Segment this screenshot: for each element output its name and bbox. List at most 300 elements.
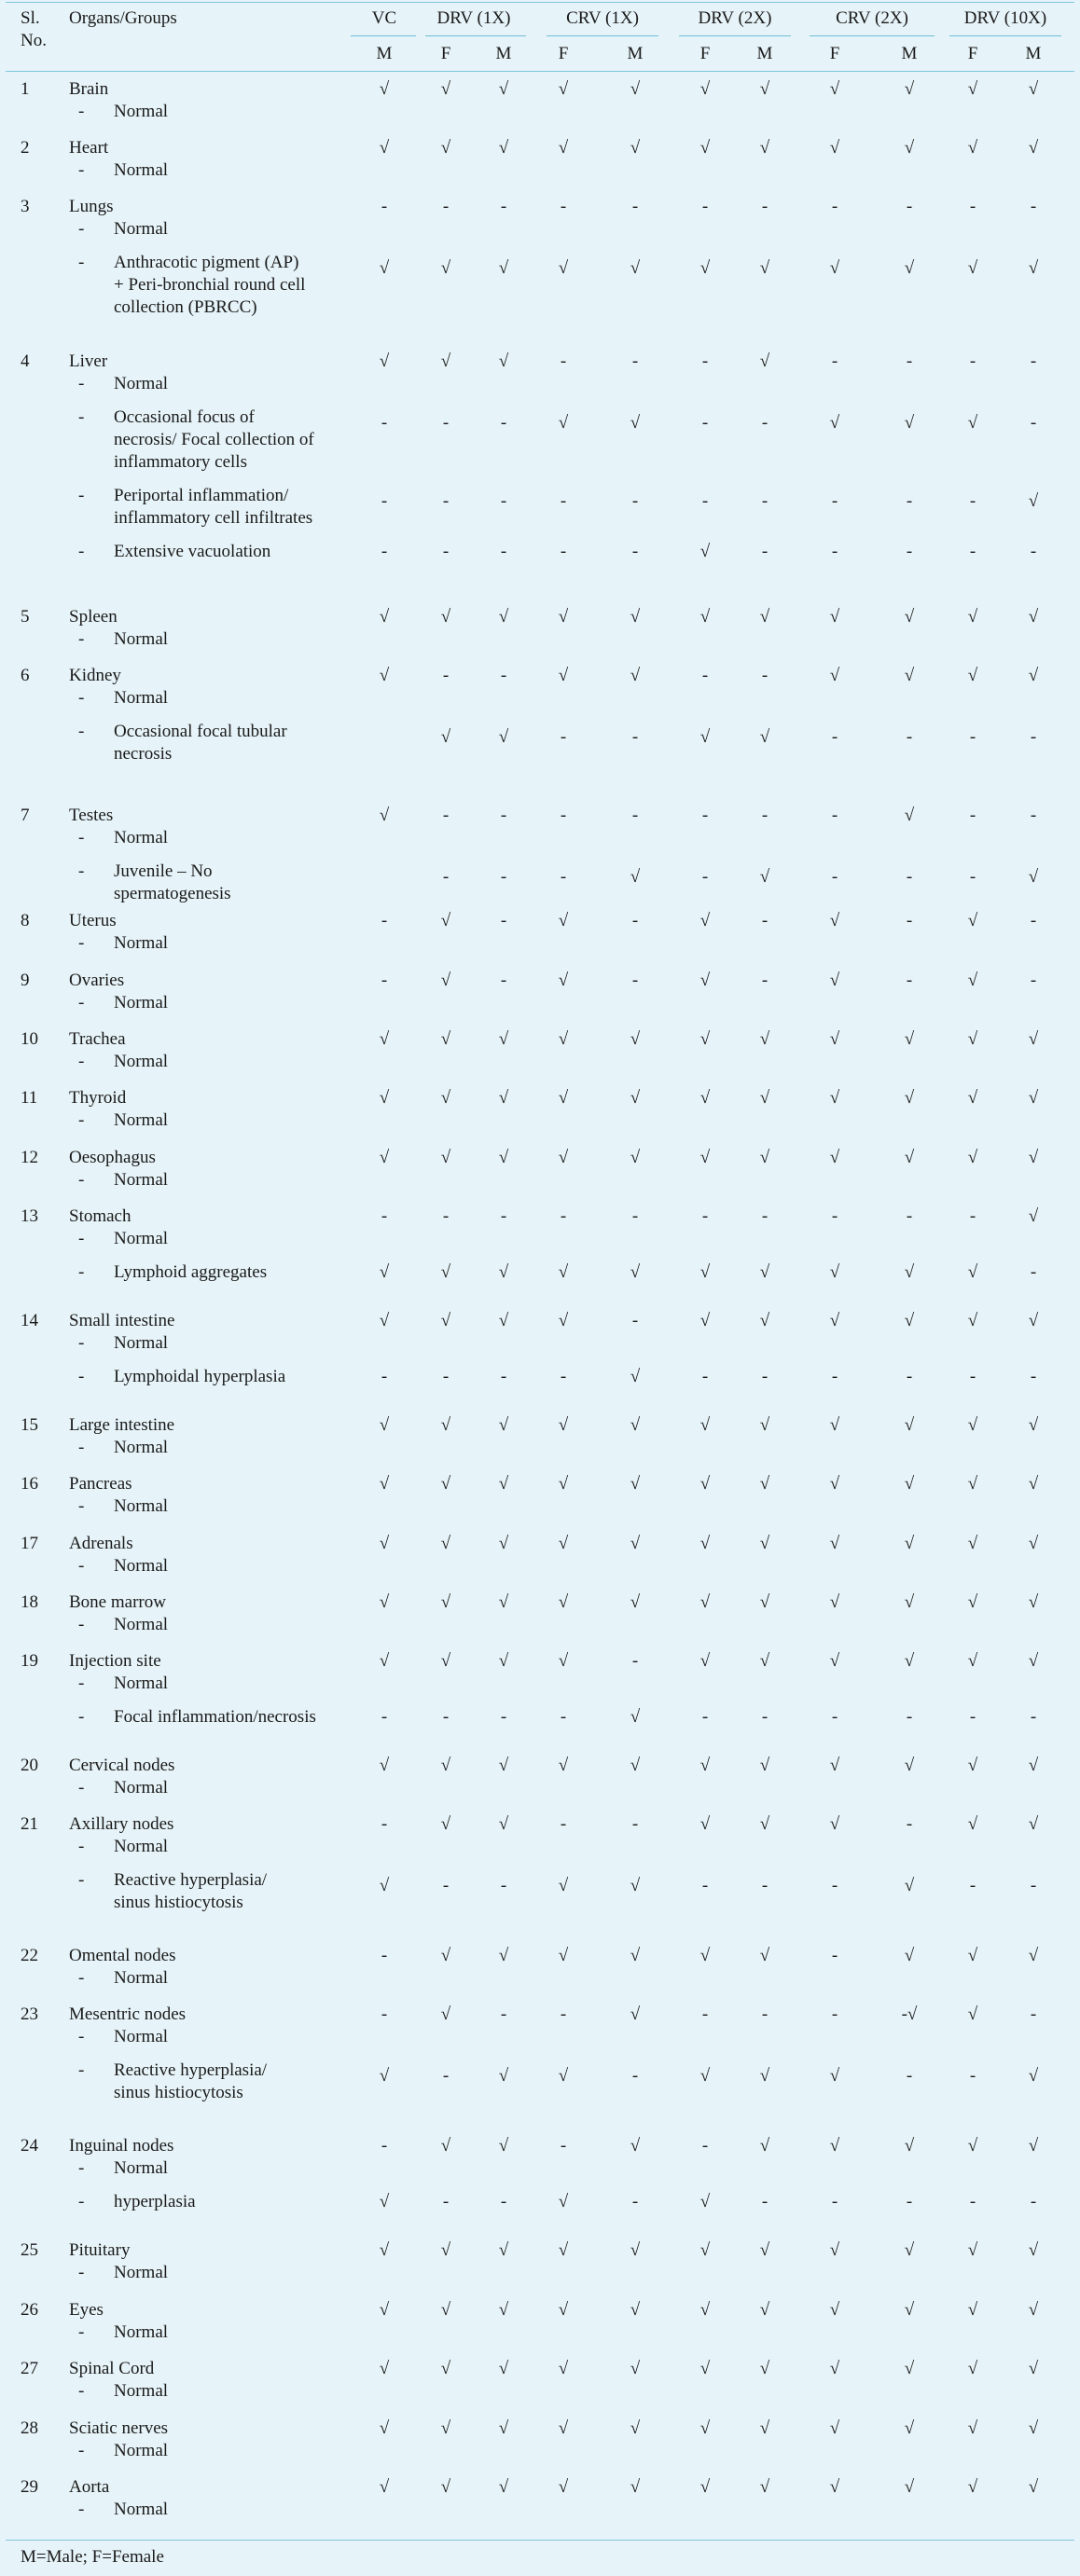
finding-mark: - xyxy=(442,867,450,887)
finding-mark: - xyxy=(442,666,450,685)
finding-mark: √ xyxy=(699,727,711,747)
finding-bullet: - xyxy=(78,722,85,741)
finding-mark: √ xyxy=(829,2240,840,2260)
finding-mark: √ xyxy=(904,258,915,278)
finding-mark: √ xyxy=(558,413,569,433)
finding-mark: - xyxy=(500,971,507,990)
finding-mark: √ xyxy=(967,666,978,685)
finding-mark: √ xyxy=(699,607,711,627)
finding-mark: √ xyxy=(699,1029,711,1049)
finding-mark: √ xyxy=(558,1592,569,1612)
finding-mark: √ xyxy=(558,2477,569,2497)
finding-mark: - xyxy=(381,542,388,561)
finding-label: Normal xyxy=(114,1556,169,1576)
finding-label: Normal xyxy=(114,1229,169,1248)
finding-mark: √ xyxy=(1028,2240,1039,2260)
finding-mark: √ xyxy=(1028,1592,1039,1612)
finding-mark: √ xyxy=(829,1651,840,1671)
finding-mark: √ xyxy=(1028,2066,1039,2086)
finding-mark: √ xyxy=(967,2418,978,2438)
finding-label: Normal xyxy=(114,1438,169,1457)
finding-mark: √ xyxy=(967,607,978,627)
finding-mark: - xyxy=(906,197,913,216)
finding-bullet: - xyxy=(78,1052,85,1071)
header-group-drv-1x: DRV (1X) xyxy=(436,8,511,28)
finding-mark: √ xyxy=(440,1415,451,1435)
finding-mark: √ xyxy=(967,1262,978,1282)
finding-mark: √ xyxy=(379,1262,390,1282)
finding-label: Normal xyxy=(114,2263,169,2282)
finding-mark: √ xyxy=(630,2004,641,2024)
row-number: 21 xyxy=(21,1814,38,1834)
finding-mark: - xyxy=(500,413,507,433)
finding-label: necrosis xyxy=(114,744,173,764)
finding-mark: √ xyxy=(699,1946,711,1965)
finding-mark: - xyxy=(442,2192,450,2211)
organ-name: Mesentric nodes xyxy=(69,2004,187,2024)
finding-mark: - xyxy=(1030,911,1037,930)
finding-mark: - xyxy=(631,1651,639,1671)
finding-mark: √ xyxy=(829,1756,840,1775)
finding-mark: √ xyxy=(904,2418,915,2438)
finding-mark: √ xyxy=(967,2359,978,2378)
finding-mark: √ xyxy=(630,2418,641,2438)
table-bottom-rule xyxy=(6,2540,1074,2541)
organ-name: Adrenals xyxy=(69,1534,133,1553)
header-sex-vc-m: M xyxy=(376,44,393,63)
finding-mark: √ xyxy=(558,2418,569,2438)
finding-bullet: - xyxy=(78,2381,85,2401)
finding-mark: √ xyxy=(558,911,569,930)
finding-mark: - xyxy=(1030,413,1037,433)
finding-mark: √ xyxy=(440,2477,451,2497)
finding-mark: √ xyxy=(379,1534,390,1553)
finding-mark: √ xyxy=(498,1814,509,1834)
finding-mark: √ xyxy=(379,2300,390,2320)
finding-mark: √ xyxy=(558,2240,569,2260)
finding-mark: - xyxy=(1030,2004,1037,2024)
finding-bullet: - xyxy=(78,1438,85,1457)
finding-mark: √ xyxy=(904,666,915,685)
finding-mark: √ xyxy=(759,258,770,278)
finding-bullet: - xyxy=(78,1170,85,1190)
finding-mark: √ xyxy=(759,1946,770,1965)
finding-mark: √ xyxy=(1028,1651,1039,1671)
row-number: 17 xyxy=(21,1534,38,1553)
header-sex-crv1x-m: M xyxy=(627,44,644,63)
finding-mark: √ xyxy=(558,1946,569,1965)
finding-mark: - xyxy=(969,2192,976,2211)
finding-mark: √ xyxy=(967,1415,978,1435)
row-number: 9 xyxy=(21,971,30,990)
finding-mark: √ xyxy=(630,1592,641,1612)
finding-mark: √ xyxy=(1028,867,1039,887)
finding-bullet: - xyxy=(78,102,85,121)
finding-mark: - xyxy=(831,197,838,216)
finding-bullet: - xyxy=(78,2027,85,2046)
finding-mark: - xyxy=(1030,1367,1037,1386)
row-number: 13 xyxy=(21,1206,38,1226)
finding-mark: √ xyxy=(699,911,711,930)
finding-mark: √ xyxy=(498,1088,509,1108)
header-sex-crv2x-m: M xyxy=(901,44,918,63)
finding-mark: √ xyxy=(967,911,978,930)
finding-mark: - xyxy=(631,911,639,930)
finding-mark: √ xyxy=(630,79,641,99)
finding-mark: √ xyxy=(1028,2359,1039,2378)
row-number: 16 xyxy=(21,1474,38,1494)
finding-mark: √ xyxy=(1028,1474,1039,1494)
organ-name: Spinal Cord xyxy=(69,2359,155,2378)
row-number: 20 xyxy=(21,1756,38,1775)
finding-mark: - xyxy=(1030,1707,1037,1727)
finding-mark: - xyxy=(500,806,507,825)
finding-mark: - xyxy=(906,1814,913,1834)
finding-mark: - xyxy=(560,806,567,825)
finding-mark: - xyxy=(442,2066,450,2086)
header-sex-drv2x-m: M xyxy=(756,44,773,63)
finding-mark: √ xyxy=(699,1088,711,1108)
row-number: 29 xyxy=(21,2477,38,2497)
finding-mark: √ xyxy=(498,1946,509,1965)
finding-mark: - xyxy=(701,413,709,433)
finding-mark: √ xyxy=(630,1415,641,1435)
finding-mark: -√ xyxy=(901,2004,918,2024)
header-sex-drv2x-f: F xyxy=(699,44,711,63)
finding-mark: - xyxy=(969,1707,976,1727)
finding-label: Normal xyxy=(114,1170,169,1190)
finding-mark: √ xyxy=(379,1876,390,1895)
finding-bullet: - xyxy=(78,1496,85,1516)
finding-mark: √ xyxy=(558,2300,569,2320)
finding-label: Normal xyxy=(114,688,169,708)
finding-mark: √ xyxy=(904,2477,915,2497)
footnote: M=Male; F=Female xyxy=(21,2547,164,2567)
finding-mark: - xyxy=(701,2004,709,2024)
row-number: 25 xyxy=(21,2240,38,2260)
finding-mark: - xyxy=(500,1876,507,1895)
finding-mark: √ xyxy=(904,2300,915,2320)
finding-mark: √ xyxy=(558,1088,569,1108)
finding-mark: √ xyxy=(829,138,840,158)
organ-name: Testes xyxy=(69,806,114,825)
finding-label: Reactive hyperplasia/ xyxy=(114,2060,268,2080)
finding-mark: - xyxy=(560,1367,567,1386)
header-sex-drv10x-f: F xyxy=(967,44,978,63)
finding-mark: - xyxy=(761,2192,768,2211)
finding-mark: √ xyxy=(967,413,978,433)
finding-mark: √ xyxy=(759,2477,770,2497)
organ-name: Small intestine xyxy=(69,1311,175,1330)
finding-mark: √ xyxy=(630,2477,641,2497)
finding-bullet: - xyxy=(78,1674,85,1693)
finding-mark: √ xyxy=(904,1311,915,1330)
finding-mark: √ xyxy=(759,1534,770,1553)
finding-mark: √ xyxy=(967,138,978,158)
finding-mark: √ xyxy=(558,1029,569,1049)
finding-mark: √ xyxy=(379,258,390,278)
finding-mark: - xyxy=(381,971,388,990)
finding-mark: √ xyxy=(759,1651,770,1671)
finding-mark: √ xyxy=(440,911,451,930)
header-sex-drv1x-m: M xyxy=(495,44,512,63)
finding-mark: - xyxy=(906,351,913,371)
finding-mark: √ xyxy=(1028,1206,1039,1226)
finding-mark: √ xyxy=(630,1148,641,1167)
finding-mark: √ xyxy=(558,1651,569,1671)
finding-mark: √ xyxy=(904,1474,915,1494)
finding-mark: - xyxy=(761,911,768,930)
finding-mark: √ xyxy=(967,1148,978,1167)
finding-mark: - xyxy=(701,867,709,887)
organ-name: Large intestine xyxy=(69,1415,175,1435)
header-sex-crv2x-f: F xyxy=(829,44,840,63)
finding-mark: - xyxy=(831,1876,838,1895)
finding-mark: √ xyxy=(759,2418,770,2438)
table-top-rule xyxy=(6,2,1074,3)
organ-name: Trachea xyxy=(69,1029,126,1049)
finding-mark: √ xyxy=(967,1814,978,1834)
finding-mark: √ xyxy=(829,1262,840,1282)
finding-mark: √ xyxy=(1028,1311,1039,1330)
finding-bullet: - xyxy=(78,1968,85,1988)
row-number: 1 xyxy=(21,79,30,99)
finding-label: Normal xyxy=(114,2441,169,2460)
finding-label: Normal xyxy=(114,374,169,393)
finding-mark: - xyxy=(560,1707,567,1727)
finding-label: Normal xyxy=(114,102,169,121)
finding-mark: √ xyxy=(759,1311,770,1330)
finding-mark: √ xyxy=(967,1088,978,1108)
finding-label: Normal xyxy=(114,1615,169,1634)
row-number: 14 xyxy=(21,1311,38,1330)
header-group-drv-2x: DRV (2X) xyxy=(698,8,772,28)
finding-mark: √ xyxy=(630,1474,641,1494)
finding-mark: √ xyxy=(440,1029,451,1049)
finding-mark: - xyxy=(381,1707,388,1727)
finding-mark: - xyxy=(701,1206,709,1226)
finding-mark: √ xyxy=(1028,79,1039,99)
finding-mark: - xyxy=(442,1367,450,1386)
finding-mark: √ xyxy=(967,1474,978,1494)
finding-mark: √ xyxy=(440,1534,451,1553)
finding-mark: √ xyxy=(630,1707,641,1727)
finding-mark: √ xyxy=(630,1876,641,1895)
finding-mark: √ xyxy=(498,1756,509,1775)
finding-mark: √ xyxy=(558,1148,569,1167)
finding-mark: √ xyxy=(630,1534,641,1553)
finding-mark: - xyxy=(631,1814,639,1834)
finding-mark: √ xyxy=(829,413,840,433)
finding-mark: √ xyxy=(440,727,451,747)
finding-mark: √ xyxy=(829,1029,840,1049)
finding-mark: √ xyxy=(379,2066,390,2086)
organ-name: Heart xyxy=(69,138,109,158)
finding-mark: - xyxy=(761,1707,768,1727)
finding-mark: √ xyxy=(829,911,840,930)
finding-mark: - xyxy=(500,1367,507,1386)
finding-mark: - xyxy=(442,806,450,825)
finding-mark: √ xyxy=(967,2136,978,2156)
row-number: 15 xyxy=(21,1415,38,1435)
finding-mark: √ xyxy=(558,1415,569,1435)
finding-bullet: - xyxy=(78,2158,85,2178)
finding-mark: √ xyxy=(558,79,569,99)
finding-mark: - xyxy=(831,491,838,511)
finding-mark: - xyxy=(701,1367,709,1386)
finding-bullet: - xyxy=(78,861,85,881)
finding-mark: √ xyxy=(440,258,451,278)
finding-mark: √ xyxy=(379,2418,390,2438)
finding-label: Anthracotic pigment (AP) xyxy=(114,253,299,272)
finding-mark: √ xyxy=(440,2136,451,2156)
header-underline xyxy=(547,35,658,36)
finding-bullet: - xyxy=(78,2060,85,2080)
header-slno-line1: Sl. xyxy=(21,8,40,28)
finding-bullet: - xyxy=(78,2500,85,2519)
finding-mark: - xyxy=(381,1946,388,1965)
finding-mark: - xyxy=(631,727,639,747)
organ-name: Bone marrow xyxy=(69,1592,166,1612)
finding-mark: √ xyxy=(440,1262,451,1282)
finding-mark: √ xyxy=(440,2359,451,2378)
finding-mark: √ xyxy=(699,258,711,278)
row-number: 12 xyxy=(21,1148,38,1167)
finding-mark: √ xyxy=(498,2240,509,2260)
finding-mark: - xyxy=(500,1707,507,1727)
finding-label: sinus histiocytosis xyxy=(114,1893,243,1912)
finding-mark: - xyxy=(631,1311,639,1330)
finding-mark: √ xyxy=(967,1534,978,1553)
finding-mark: √ xyxy=(904,1756,915,1775)
finding-mark: - xyxy=(1030,351,1037,371)
finding-mark: √ xyxy=(904,2136,915,2156)
finding-mark: √ xyxy=(498,1029,509,1049)
organ-name: Eyes xyxy=(69,2300,104,2320)
finding-label: Normal xyxy=(114,1837,169,1856)
finding-mark: √ xyxy=(630,258,641,278)
finding-mark: √ xyxy=(904,607,915,627)
row-number: 23 xyxy=(21,2004,38,2024)
finding-mark: - xyxy=(831,1946,838,1965)
finding-mark: √ xyxy=(759,2066,770,2086)
row-number: 27 xyxy=(21,2359,38,2378)
finding-label: Extensive vacuolation xyxy=(114,542,271,561)
finding-mark: - xyxy=(381,197,388,216)
finding-bullet: - xyxy=(78,688,85,708)
finding-mark: - xyxy=(500,666,507,685)
finding-mark: √ xyxy=(379,1311,390,1330)
header-slno-line2: No. xyxy=(21,31,47,50)
finding-mark: - xyxy=(381,2136,388,2156)
finding-mark: √ xyxy=(904,1651,915,1671)
finding-mark: - xyxy=(969,491,976,511)
finding-mark: √ xyxy=(699,2240,711,2260)
finding-mark: √ xyxy=(630,607,641,627)
finding-bullet: - xyxy=(78,407,85,427)
finding-mark: - xyxy=(500,2004,507,2024)
organ-name: Aorta xyxy=(69,2477,110,2497)
finding-mark: √ xyxy=(440,2240,451,2260)
organ-name: Thyroid xyxy=(69,1088,127,1108)
finding-bullet: - xyxy=(78,2441,85,2460)
finding-mark: √ xyxy=(558,1876,569,1895)
finding-mark: √ xyxy=(967,2240,978,2260)
finding-mark: √ xyxy=(558,607,569,627)
finding-mark: - xyxy=(906,867,913,887)
finding-mark: - xyxy=(631,351,639,371)
finding-bullet: - xyxy=(78,1837,85,1856)
finding-mark: √ xyxy=(558,971,569,990)
finding-label: Normal xyxy=(114,2381,169,2401)
finding-mark: - xyxy=(560,867,567,887)
finding-mark: √ xyxy=(379,1088,390,1108)
finding-mark: √ xyxy=(558,2359,569,2378)
finding-bullet: - xyxy=(78,1367,85,1386)
finding-mark: √ xyxy=(1028,2418,1039,2438)
finding-mark: - xyxy=(500,867,507,887)
finding-mark: √ xyxy=(699,2300,711,2320)
finding-label: Normal xyxy=(114,2322,169,2342)
finding-mark: √ xyxy=(759,1148,770,1167)
finding-mark: √ xyxy=(829,258,840,278)
finding-mark: √ xyxy=(498,1148,509,1167)
finding-mark: - xyxy=(969,542,976,561)
finding-mark: √ xyxy=(829,79,840,99)
finding-mark: - xyxy=(1030,971,1037,990)
finding-mark: √ xyxy=(904,79,915,99)
finding-mark: √ xyxy=(699,2418,711,2438)
organ-name: Pituitary xyxy=(69,2240,131,2260)
finding-mark: √ xyxy=(1028,666,1039,685)
organ-name: Liver xyxy=(69,351,108,371)
finding-mark: √ xyxy=(699,1474,711,1494)
finding-mark: √ xyxy=(630,2240,641,2260)
finding-mark: √ xyxy=(558,1534,569,1553)
finding-mark: - xyxy=(442,1707,450,1727)
finding-mark: √ xyxy=(699,2359,711,2378)
finding-mark: √ xyxy=(630,413,641,433)
finding-bullet: - xyxy=(78,253,85,272)
finding-mark: √ xyxy=(967,1946,978,1965)
finding-bullet: - xyxy=(78,160,85,180)
header-group-vc: VC xyxy=(371,8,397,28)
finding-mark: - xyxy=(560,351,567,371)
header-underline xyxy=(679,35,791,36)
finding-mark: √ xyxy=(379,2192,390,2211)
finding-mark: √ xyxy=(630,666,641,685)
finding-mark: √ xyxy=(699,138,711,158)
row-number: 8 xyxy=(21,911,30,930)
finding-mark: √ xyxy=(967,2300,978,2320)
finding-mark: √ xyxy=(558,1311,569,1330)
finding-mark: √ xyxy=(829,2066,840,2086)
finding-mark: √ xyxy=(904,1534,915,1553)
finding-mark: √ xyxy=(498,1311,509,1330)
header-sex-drv1x-f: F xyxy=(440,44,451,63)
finding-mark: √ xyxy=(699,1415,711,1435)
finding-mark: √ xyxy=(759,2300,770,2320)
finding-mark: √ xyxy=(829,2300,840,2320)
finding-mark: √ xyxy=(967,1651,978,1671)
finding-bullet: - xyxy=(78,1778,85,1798)
finding-label: Normal xyxy=(114,1052,169,1071)
finding-mark: - xyxy=(906,727,913,747)
finding-mark: - xyxy=(831,1707,838,1727)
finding-mark: √ xyxy=(759,1088,770,1108)
finding-mark: √ xyxy=(1028,607,1039,627)
finding-mark: √ xyxy=(904,1946,915,1965)
